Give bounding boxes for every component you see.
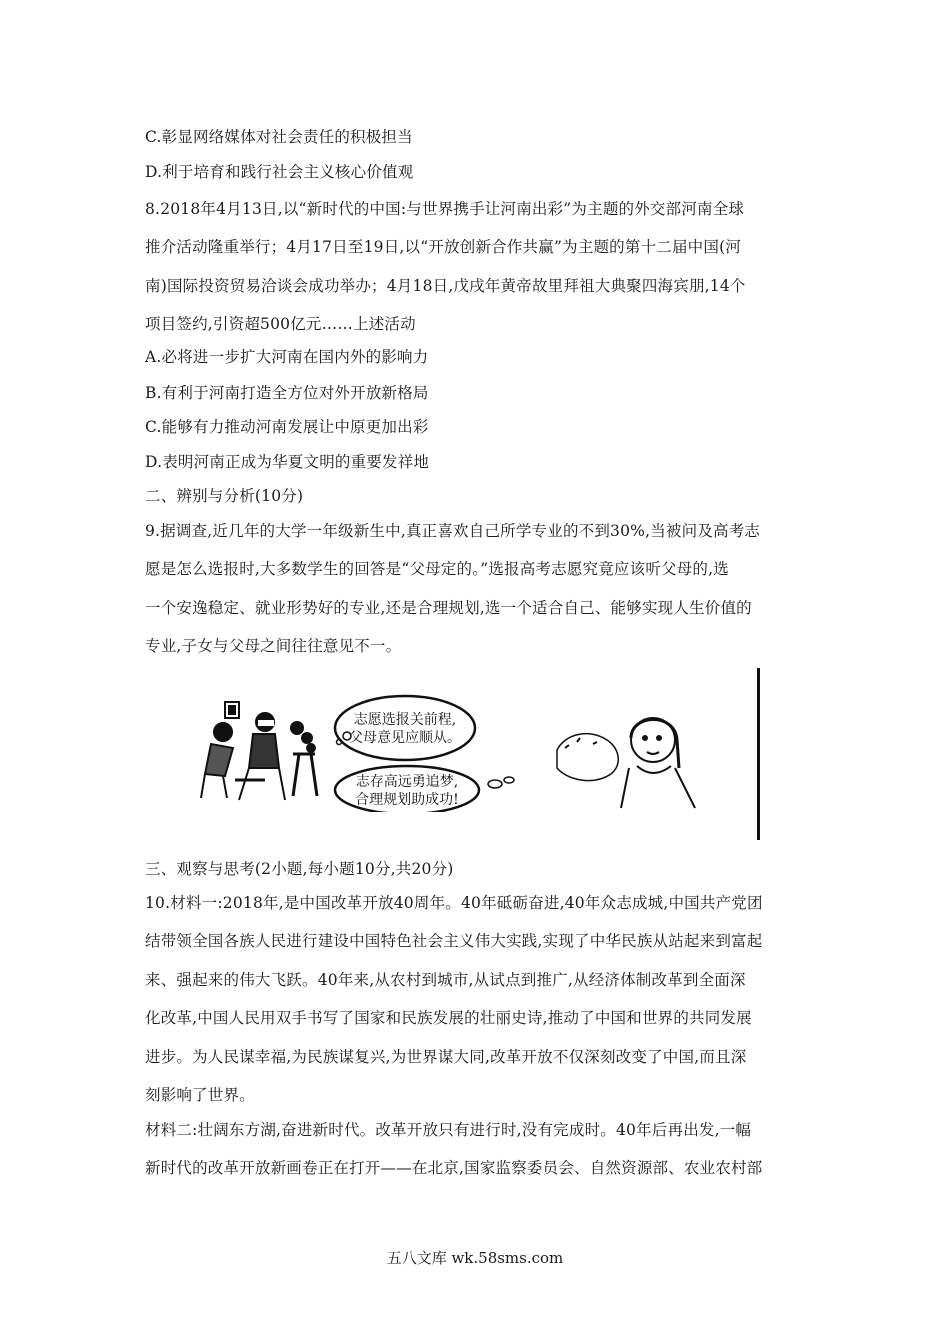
question-8-line-1: 8.2018年4月13日,以“新时代的中国:与世界携手让河南出彩”为主题的外交部河南全球 — [145, 200, 745, 218]
cartoon-svg — [175, 688, 735, 812]
question-10-line-5: 进步。为人民谋幸福,为民族谋复兴,为世界谋大同,改革开放不仅深刻改变了中国,而且深 — [145, 1048, 747, 1066]
bubble-1-line-1: 志愿选报关前程, — [353, 712, 457, 728]
question-10-line-4: 化改革,中国人民用双手书写了国家和民族发展的壮丽史诗,推动了中国和世界的共同发展 — [145, 1009, 752, 1027]
bubble-2-line-1: 志存高远勇追梦, — [355, 774, 459, 790]
section-heading-2: 二、辨别与分析(10分) — [145, 487, 304, 505]
option-c-q7: C.彰显网络媒体对社会责任的积极担当 — [145, 128, 413, 146]
option-a-q8: A.必将进一步扩大河南在国内外的影响力 — [145, 348, 429, 366]
question-9-line-4: 专业,子女与父母之间往往意见不一。 — [145, 637, 402, 655]
material-2-line-1: 材料二:壮阔东方湖,奋进新时代。改革开放只有进行时,没有完成时。40年后再出发,一幅 — [145, 1121, 752, 1139]
question-8-line-2: 推介活动隆重举行；4月17日至19日,以“开放创新合作共赢”为主题的第十二届中国(河 — [145, 238, 742, 256]
question-10-line-3: 来、强起来的伟大飞跃。40年来,从农村到城市,从试点到推广,从经济体制改革到全面深 — [145, 971, 746, 989]
vertical-rule — [757, 668, 760, 840]
question-9-line-1: 9.据调查,近几年的大学一年级新生中,真正喜欢自己所学专业的不到30%,当被问及高考志 — [145, 522, 761, 540]
question-10-line-6: 刻影响了世界。 — [145, 1086, 255, 1104]
question-9-line-3: 一个安逸稳定、就业形势好的专业,还是合理规划,选一个适合自己、能够实现人生价值的 — [145, 599, 752, 617]
section-heading-3: 三、观察与思考(2小题,每小题10分,共20分) — [145, 860, 454, 878]
option-c-q8: C.能够有力推动河南发展让中原更加出彩 — [145, 418, 429, 436]
parents-drawing — [201, 702, 317, 800]
question-8-line-4: 项目签约,引资超500亿元……上述活动 — [145, 315, 416, 333]
cartoon-illustration — [175, 688, 735, 812]
question-10-line-2: 结带领全国各族人民进行建设中国特色社会主义伟大实践,实现了中华民族从站起来到富起 — [145, 932, 763, 950]
question-9-line-2: 愿是怎么选报时,大多数学生的回答是“父母定的。”选报高考志愿究竟应该听父母的,选 — [145, 560, 729, 578]
question-8-line-3: 南)国际投资贸易洽谈会成功举办；4月18日,戊戌年黄帝故里拜祖大典聚四海宾朋,14个 — [145, 277, 746, 295]
option-d-q8: D.表明河南正成为华夏文明的重要发祥地 — [145, 453, 430, 471]
question-10-line-1: 10.材料一:2018年,是中国改革开放40周年。40年砥砺奋进,40年众志成城,中国共产党团 — [145, 894, 763, 912]
option-b-q8: B.有利于河南打造全方位对外开放新格局 — [145, 384, 429, 402]
footer-watermark: 五八文库 wk.58sms.com — [386, 1249, 564, 1267]
option-d-q7: D.利于培育和践行社会主义核心价值观 — [145, 163, 414, 181]
speech-bubble-1 — [335, 696, 475, 760]
speech-bubble-2 — [335, 766, 514, 812]
material-2-line-2: 新时代的改革开放新画卷正在打开——在北京,国家监察委员会、自然资源部、农业农村部 — [145, 1159, 763, 1177]
bubble-2-line-2: 合理规划助成功! — [355, 792, 459, 808]
girl-thinking-drawing — [557, 718, 695, 808]
bubble-1-line-2: 父母意见应顺从。 — [349, 730, 461, 746]
